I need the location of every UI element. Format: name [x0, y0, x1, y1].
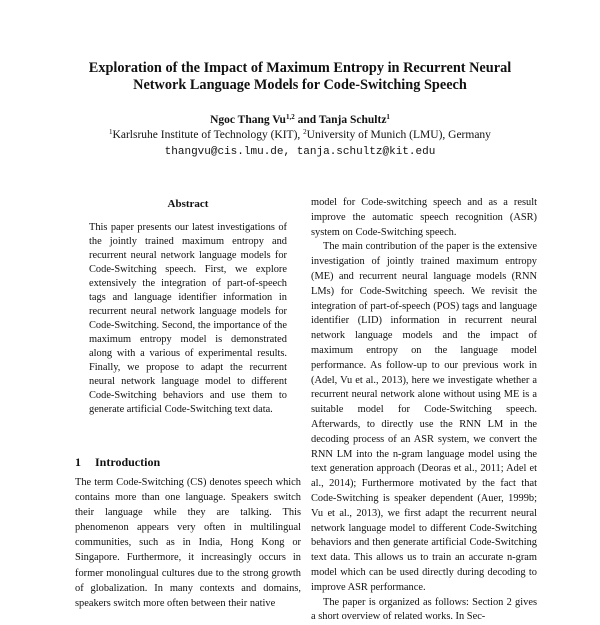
- abstract-text: [89, 221, 287, 417]
- authors: [60, 113, 540, 127]
- affiliation-1: Karlsruhe Institute of Technology (KIT),: [112, 129, 304, 141]
- introduction-body: [75, 475, 301, 609]
- right-column-paragraph-2: The main contribution of the paper is the extensive investigation of jointly trained maximum entropy (ME) and recurrent neural language models (RNN LMs) for Code-Switching speech. We revisit the integration of part-of-speech (POS) tags and language identifier (LID) information in recurrent neural network language models and the impact of maximum entropy on the language model performance. As follow-up to our previous work in (Adel, Vu et al., 2013), here we investigate whether a recurrent neural network alone without using ME is a suitable model for Code-Switching speech. Afterwards, to directly use the RNN LM in the decoding process of an ASR system, we convert the RNN LM into the n-gram language model using the text generation approach (Deoras et al., 2011; Adel et al., 2014); Furthermore motivated by the fact that Code-Switching is speaker dependent (Auer, 1999b; Vu et al., 2013), we first adapt the recurrent neural network language model to different Code-Switching behaviors and then generate artificial Code-Switching text data. This allows us to train an accurate n-gram model which can be used directly during decoding to improve ASR performance.: [311, 241, 537, 593]
- right-column-paragraph-3: The paper is organized as follows: Section 2 gives a short overview of related works. In Sec-: [311, 596, 537, 623]
- right-column-paragraph-1: model for Code-switching speech and as a result improve the automatic speech recognition (ASR) system on Code-Switching speech.: [311, 197, 537, 238]
- title-line-1: Exploration of the Impact of Maximum Entropy in Recurrent Neural: [88, 60, 512, 76]
- right-column-body: [311, 196, 537, 623]
- section-heading-introduction: [75, 455, 160, 470]
- author-2: Tanja Schultz: [318, 114, 387, 126]
- affiliation-2: University of Munich (LMU), Germany: [306, 129, 491, 141]
- author-emails: thangvu@cis.lmu.de, tanja.schultz@kit.edu: [164, 146, 436, 158]
- author-1-affiliation-mark: 1,2: [285, 113, 295, 121]
- title-line-2: Network Language Models for Code-Switching Speech: [133, 77, 467, 93]
- section-number: 1: [75, 455, 81, 469]
- affiliations: [40, 128, 560, 142]
- introduction-paragraph-1: The term Code-Switching (CS) denotes speech which contains more than one language. Speakers switch their language while they are talking. This phenomenon appears very often in multilingual communities, such as in India, Hong Kong or Singapore. Furthermore, it increasingly occurs in former monolingual cultures due to the strong growth of globalization. In many contexts and domains, speakers switch more often between their native: [75, 477, 301, 609]
- author-2-affiliation-mark: 1: [386, 113, 390, 121]
- affiliation-2-mark: 2: [303, 128, 307, 136]
- affiliation-1-mark: 1: [109, 128, 113, 136]
- abstract-paragraph: This paper presents our latest investigations of the jointly trained maximum entropy and recurrent neural network language models for Code-Switching speech. First, we explore extensively the integration of part-of-speech tags and language identifier information in recurrent neural network language models for Code-Switching. Second, the importance of the maximum entropy model is demonstrated along with a various of experimental results. Finally, we propose to adapt the recurrent neural network language model to different Code-Switching behaviors and use them to generate artificial Code-Switching text data.: [89, 222, 287, 415]
- author-1: Ngoc Thang Vu: [210, 114, 286, 126]
- paper-title: [60, 60, 540, 94]
- abstract-heading: Abstract: [167, 198, 209, 210]
- section-title: Introduction: [95, 455, 161, 469]
- author-conjunction: and: [294, 114, 319, 126]
